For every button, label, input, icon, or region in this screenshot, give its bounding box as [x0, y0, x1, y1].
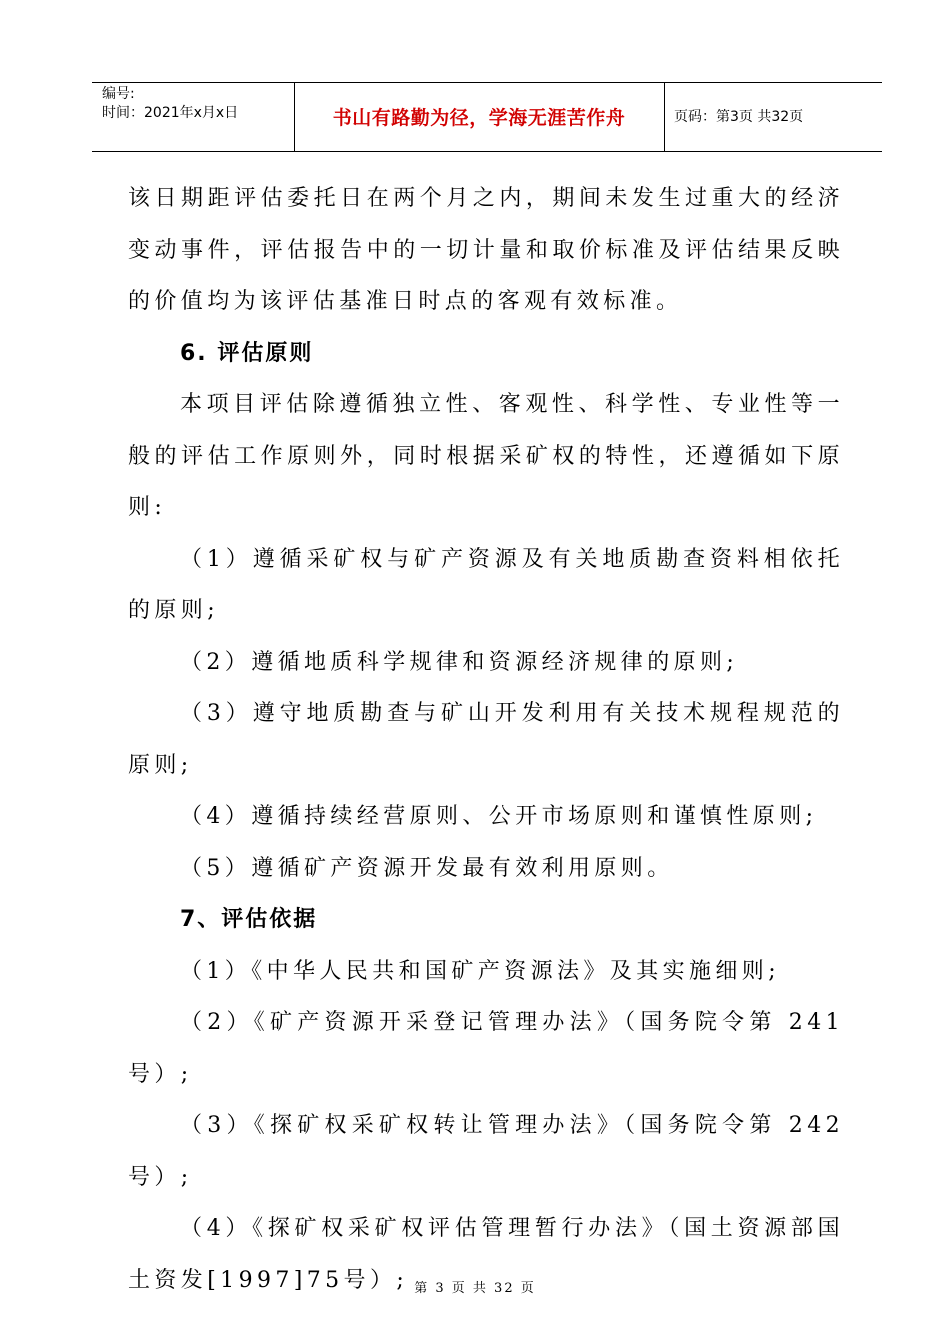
header-page-info: 页码：第3页 共32页 — [674, 109, 804, 125]
basis-item: （4）《探矿权采矿权评估管理暂行办法》（国土资源部国土资发[1997]75号）; — [128, 1216, 844, 1293]
basis-item: （3）《探矿权采矿权转让管理办法》（国务院令第 242号）; — [128, 1113, 844, 1190]
document-number-label: 编号: — [102, 86, 135, 102]
document-header — [92, 82, 882, 152]
principle-item: （2）遵循地质科学规律和资源经济规律的原则; — [180, 649, 739, 675]
basis-item: （1）《中华人民共和国矿产资源法》及其实施细则; — [180, 958, 781, 984]
header-meta-cell — [92, 83, 295, 151]
section-heading-principles: 6. 评估原则 — [180, 340, 314, 366]
principle-item: （1）遵循采矿权与矿产资源及有关地质勘查资料相依托的原则; — [128, 546, 844, 623]
page-footer: 第 3 页 共 32 页 — [414, 1281, 536, 1296]
paragraph-principles-intro: 本项目评估除遵循独立性、客观性、科学性、专业性等一般的评估工作原则外，同时根据采矿权的特性，还遵循如下原则: — [128, 392, 844, 520]
paragraph-valuation-date: 该日期距评估委托日在两个月之内，期间未发生过重大的经济变动事件，评估报告中的一切计量和取价标准及评估结果反映的价值均为该评估基准日时点的客观有效标准。 — [128, 186, 844, 314]
header-slogan: 书山有路勤为径，学海无涯苦作舟 — [332, 107, 626, 129]
basis-item: （2）《矿产资源开采登记管理办法》（国务院令第 241号）; — [128, 1010, 844, 1087]
document-body — [128, 173, 844, 1306]
document-date-label: 时间：2021年x月x日 — [102, 105, 239, 121]
header-page-cell — [664, 83, 882, 151]
section-heading-basis: 7、评估依据 — [180, 907, 318, 932]
principle-item: （5）遵循矿产资源开发最有效利用原则。 — [180, 855, 674, 881]
principle-item: （4）遵循持续经营原则、公开市场原则和谨慎性原则; — [180, 804, 818, 829]
principle-item: （3）遵守地质勘查与矿山开发利用有关技术规程规范的原则; — [128, 701, 844, 778]
header-slogan-cell — [294, 83, 665, 151]
